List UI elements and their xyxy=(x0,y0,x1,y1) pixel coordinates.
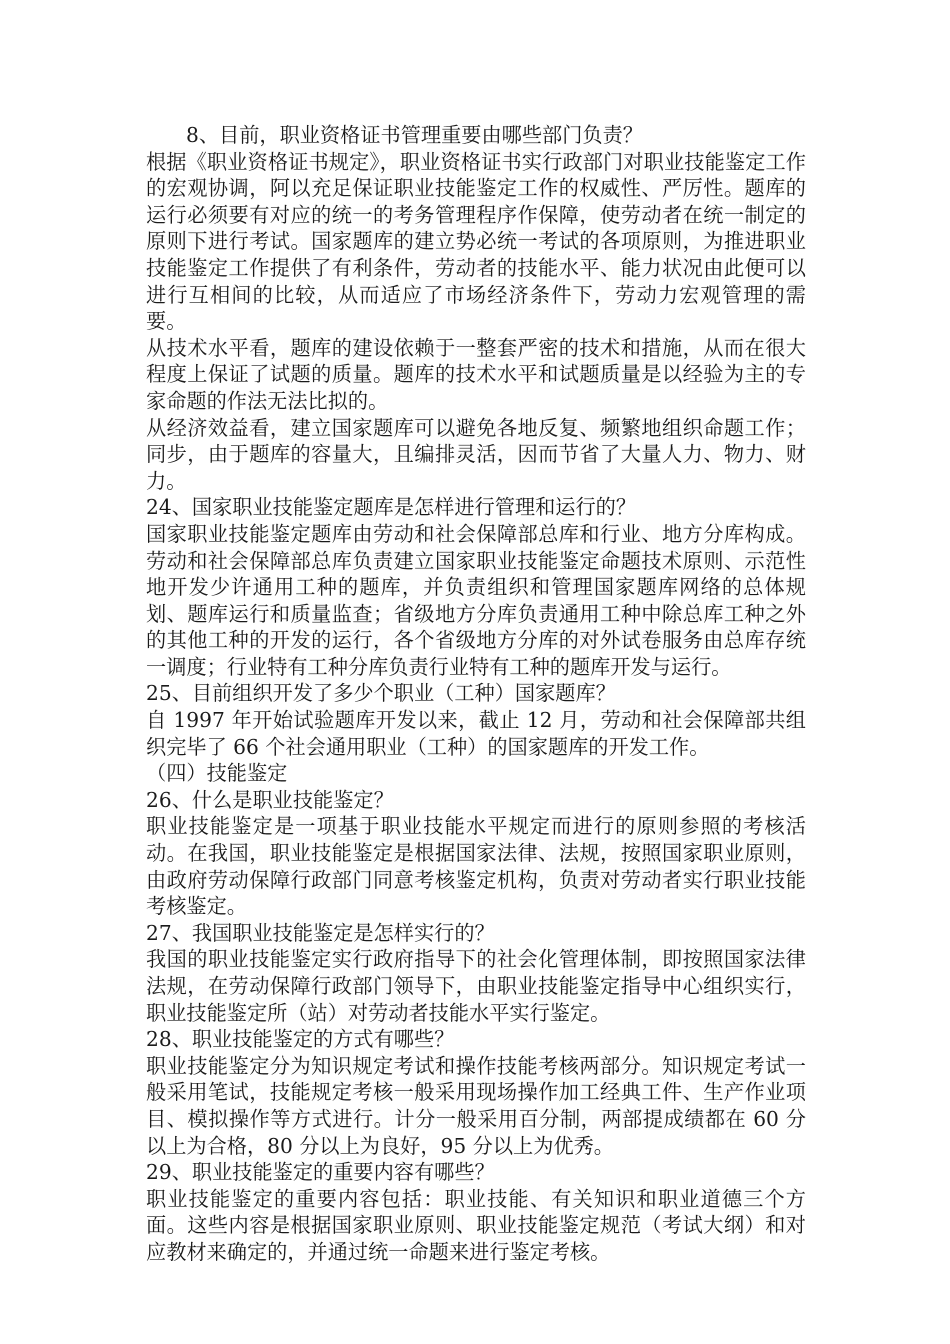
question-29-heading: 29、职业技能鉴定的重要内容有哪些？ xyxy=(146,1160,495,1185)
answer-paragraph: 根据《职业资格证书规定》，职业资格证书实行政部门对职业技能鉴定工作的宏观协调，阿以充足保证职业技能鉴定工作的权威性、严厉性。题库的运行必须要有对应的统一的考务管理程序作保障，使劳动者在统一制定的原则下进行考试。国家题库的建立势必统一考试的各项原则，为推进职业技能鉴定工作提供了有利条件，劳动者的技能水平、能力状况由此便可以进行互相间的比较，从而适应了市场经济条件下，劳动力宏观管理的需要。 xyxy=(146,149,806,334)
answer-paragraph: 职业技能鉴定的重要内容包括：职业技能、有关知识和职业道德三个方面。这些内容是根据国家职业原则、职业技能鉴定规范（考试大纲）和对应教材来确定的，并通过统一命题来进行鉴定考核。 xyxy=(146,1186,806,1264)
section-heading: （四）技能鉴定 xyxy=(146,761,288,786)
question-8-heading: 8、目前，职业资格证书管理重要由哪些部门负责？ xyxy=(186,123,643,147)
answer-paragraph: 我国的职业技能鉴定实行政府指导下的社会化管理体制，即按照国家法律法规，在劳动保障行政部门领导下，由职业技能鉴定指导中心组织实行，职业技能鉴定所（站）对劳动者技能水平实行鉴定。 xyxy=(146,947,806,1025)
answer-paragraph: 职业技能鉴定分为知识规定考试和操作技能考核两部分。知识规定考试一般采用笔试，技能规定考核一般采用现场操作加工经典工件、生产作业项目、模拟操作等方式进行。计分一般采用百分制，两部提成绩都在 60 分以上为合格，80 分以上为良好，95 分以上为优秀。 xyxy=(146,1053,806,1158)
question-27-heading: 27、我国职业技能鉴定是怎样实行的？ xyxy=(146,920,495,945)
question-28-heading: 28、职业技能鉴定的方式有哪些？ xyxy=(146,1027,455,1052)
answer-paragraph: 从经济效益看，建立国家题库可以避免各地反复、频繁地组织命题工作；同步，由于题库的容量大，且编排灵活，因而节省了大量人力、物力、财力。 xyxy=(146,415,806,493)
question-24-heading: 24、国家职业技能鉴定题库是怎样进行管理和运行的？ xyxy=(146,495,637,520)
answer-paragraph: 国家职业技能鉴定题库由劳动和社会保障部总库和行业、地方分库构成。劳动和社会保障部总库负责建立国家职业技能鉴定命题技术原则、示范性地开发少许通用工种的题库，并负责组织和管理国家题库网络的总体规划、题库运行和质量监查；省级地方分库负责通用工种中除总库工种之外的其他工种的开发的运行，各个省级地方分库的对外试卷服务由总库存统一调度；行业特有工种分库负责行业特有工种的题库开发与运行。 xyxy=(146,521,806,679)
question-25-heading: 25、目前组织开发了多少个职业（工种）国家题库？ xyxy=(146,681,616,706)
document-body xyxy=(146,122,806,1266)
answer-paragraph: 职业技能鉴定是一项基于职业技能水平规定而进行的原则参照的考核活动。在我国，职业技能鉴定是根据国家法律、法规，按照国家职业原则，由政府劳动保障行政部门同意考核鉴定机构，负责对劳动者实行职业技能考核鉴定。 xyxy=(146,814,806,919)
question-26-heading: 26、什么是职业技能鉴定？ xyxy=(146,787,394,812)
answer-paragraph: 自 1997 年开始试验题库开发以来，截止 12 月，劳动和社会保障部共组织完毕了 66 个社会通用职业（工种）的国家题库的开发工作。 xyxy=(146,708,806,759)
answer-paragraph: 从技术水平看，题库的建设依赖于一整套严密的技术和措施，从而在很大程度上保证了试题的质量。题库的技术水平和试题质量是以经验为主的专家命题的作法无法比拟的。 xyxy=(146,335,806,413)
